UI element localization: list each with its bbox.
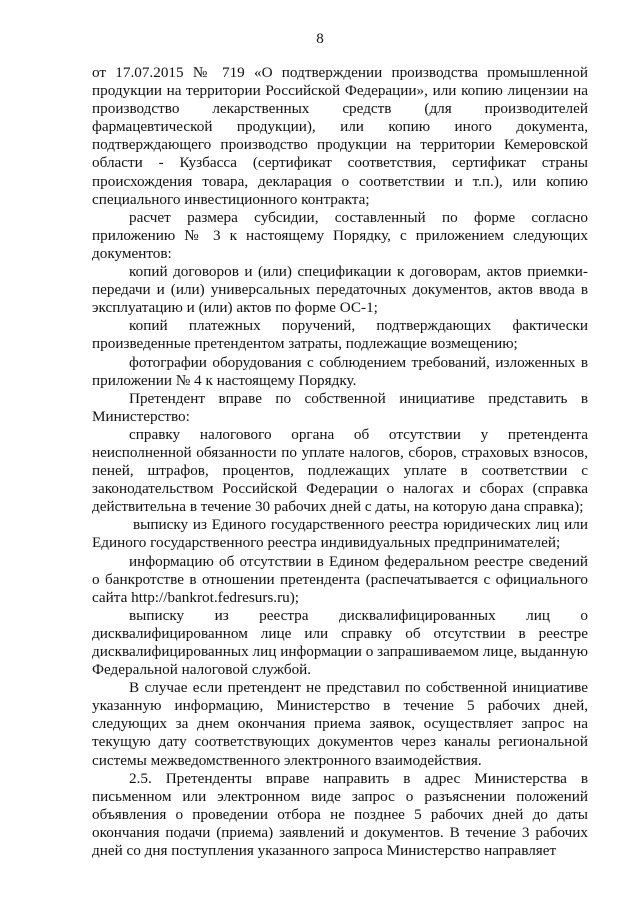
paragraph-disqualified-persons: выписку из реестра дисквалифицированных лиц о дисквалифицированном лице или справку об отсутствии в реестре дисквалифицированных лиц информации о запрашиваемом лице, выданную Федеральной налоговой службой. <box>92 606 588 679</box>
paragraph-subsidy-calculation: расчет размера субсидии, составленный по форме согласно приложению № 3 к настоящему Порядку, с приложением следующих документов: <box>92 208 588 262</box>
paragraph-own-initiative: Претендент вправе по собственной инициативе представить в Министерство: <box>92 389 588 425</box>
paragraph-clause-2-5: 2.5. Претенденты вправе направить в адрес Министерства в письменном или электронном виде запрос о разъяснении положений объявления о проведении отбора не позднее 5 рабочих дней до даты окончания подачи (приема) заявлений и документов. В течение 3 рабочих дней со дня поступления указанного запроса Министерство направляет <box>92 769 588 860</box>
paragraph-bankruptcy-info: информацию об отсутствии в Едином федеральном реестре сведений о банкротстве в отношении претендента (распечатывается с официального сайта http://bankrot.fedresurs.ru); <box>92 552 588 606</box>
paragraph-tax-certificate: справку налогового органа об отсутствии у претендента неисполненной обязанности по уплате налогов, сборов, страховых взносов, пеней, штрафов, процентов, подлежащих уплате в соответствии с законодательством Российской Федерации о налогах и сборах (справка действительна в течение 30 рабочих дней с даты, на которую дана справка); <box>92 425 588 516</box>
paragraph-continuation: от 17.07.2015 № 719 «О подтверждении производства промышленной продукции на территории Российской Федерации», или копию лицензии на производство лекарственных средств (для производителей фармацевтической продукции), или копию иного документа, подтверждающего производство продукции на территории Кемеровской области - Кузбасса (сертификат соответствия, сертификат страны происхождения товара, декларация о соответствии и т.п.), или копию специального инвестиционного контракта; <box>92 64 588 208</box>
page-number: 8 <box>316 31 324 47</box>
paragraph-registry-extract: выписку из Единого государственного реестра юридических лиц или Единого государственного реестра индивидуальных предпринимателей; <box>92 516 588 552</box>
paragraph-payment-orders: копий платежных поручений, подтверждающих фактически произведенные претендентом затраты, подлежащие возмещению; <box>92 317 588 353</box>
paragraph-equipment-photos: фотографии оборудования с соблюдением требований, изложенных в приложении № 4 к настоящему Порядку. <box>92 353 588 389</box>
document-body <box>92 64 588 860</box>
paragraph-contract-copies: копий договоров и (или) спецификации к договорам, актов приемки-передачи и (или) универсальных передаточных документов, актов ввода в эксплуатацию и (или) актов по форме ОС-1; <box>92 263 588 317</box>
paragraph-interagency-request: В случае если претендент не представил по собственной инициативе указанную информацию, Министерство в течение 5 рабочих дней, следующих за днем окончания приема заявок, осуществляет запрос на текущую дату соответствующих документов через каналы региональной системы межведомственного электронного взаимодействия. <box>92 679 588 769</box>
